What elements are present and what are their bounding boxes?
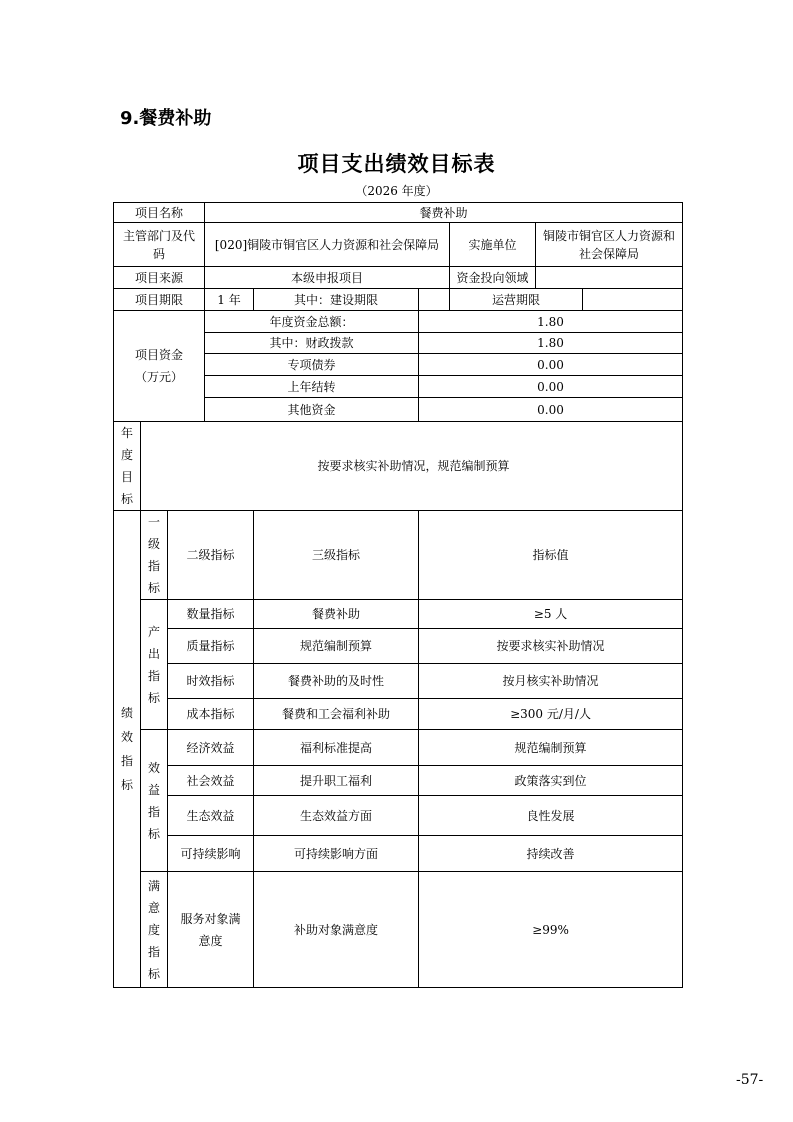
build-period-label: 其中：建设期限: [254, 289, 419, 311]
funds-item-label: 其他资金: [205, 398, 419, 422]
output-level2: 成本指标: [168, 699, 254, 730]
benefit-value: 规范编制预算: [419, 730, 683, 766]
header-value: 指标值: [419, 511, 683, 600]
output-level3: 餐费和工会福利补助: [254, 699, 419, 730]
output-value: ≥5 人: [419, 600, 683, 629]
benefit-level3: 可持续影响方面: [254, 836, 419, 872]
benefit-value: 持续改善: [419, 836, 683, 872]
page-number: -57-: [736, 1072, 764, 1088]
perf-indicator-label: 绩效指标: [114, 511, 141, 988]
annual-goal-row: [114, 422, 683, 511]
output-label: 产出指标: [141, 600, 168, 730]
output-row: [114, 664, 683, 699]
output-value: 按月核实补助情况: [419, 664, 683, 699]
op-period-label: 运营期限: [450, 289, 583, 311]
project-name-row: [114, 203, 683, 223]
satisfaction-level3: 补助对象满意度: [254, 872, 419, 988]
section-title: 9.餐费补助: [120, 108, 212, 129]
benefit-level3: 生态效益方面: [254, 796, 419, 836]
indicator-header-row: [114, 511, 683, 600]
dept-value: [020]铜陵市铜官区人力资源和社会保障局: [205, 223, 450, 267]
dept-row: [114, 223, 683, 267]
satisfaction-value: ≥99%: [419, 872, 683, 988]
impl-label: 实施单位: [450, 223, 536, 267]
benefit-row: [114, 836, 683, 872]
benefit-row: [114, 766, 683, 796]
output-level2: 数量指标: [168, 600, 254, 629]
funds-item-label: 其中：财政拨款: [205, 333, 419, 354]
direction-label: 资金投向领域: [450, 267, 536, 289]
funds-item-label: 专项债券: [205, 354, 419, 376]
benefit-level2: 可持续影响: [168, 836, 254, 872]
header-level3: 三级指标: [254, 511, 419, 600]
funds-item-value: 1.80: [419, 311, 683, 333]
output-row: [114, 629, 683, 664]
benefit-value: 良性发展: [419, 796, 683, 836]
period-label: 项目期限: [114, 289, 205, 311]
output-row: [114, 699, 683, 730]
funds-row: [114, 311, 683, 333]
benefit-value: 政策落实到位: [419, 766, 683, 796]
source-label: 项目来源: [114, 267, 205, 289]
direction-value: [536, 267, 683, 289]
header-level1: 一级指标: [141, 511, 168, 600]
annual-goal-text: 按要求核实补助情况，规范编制预算: [141, 422, 683, 511]
funds-item-label: 上年结转: [205, 376, 419, 398]
funds-item-value: 0.00: [419, 354, 683, 376]
year-subtitle: （2026 年度）: [355, 184, 438, 198]
impl-value: 铜陵市铜官区人力资源和社会保障局: [536, 223, 683, 267]
build-period-value: [419, 289, 450, 311]
output-row: [114, 600, 683, 629]
benefit-label: 效益指标: [141, 730, 168, 872]
benefit-level3: 福利标准提高: [254, 730, 419, 766]
project-name-value: 餐费补助: [205, 203, 683, 223]
funds-item-value: 0.00: [419, 398, 683, 422]
output-level3: 规范编制预算: [254, 629, 419, 664]
satisfaction-label: 满意度指标: [141, 872, 168, 988]
output-level2: 时效指标: [168, 664, 254, 699]
funds-label: 项目资金（万元）: [114, 311, 205, 422]
output-level2: 质量指标: [168, 629, 254, 664]
period-value: 1 年: [205, 289, 254, 311]
op-period-value: [583, 289, 683, 311]
benefit-row: [114, 796, 683, 836]
output-value: 按要求核实补助情况: [419, 629, 683, 664]
benefit-level2: 经济效益: [168, 730, 254, 766]
funds-item-value: 1.80: [419, 333, 683, 354]
header-level2: 二级指标: [168, 511, 254, 600]
output-level3: 餐费补助: [254, 600, 419, 629]
funds-item-label: 年度资金总额：: [205, 311, 419, 333]
benefit-level3: 提升职工福利: [254, 766, 419, 796]
satisfaction-level2: 服务对象满意度: [168, 872, 254, 988]
output-value: ≥300 元/月/人: [419, 699, 683, 730]
dept-label: 主管部门及代码: [114, 223, 205, 267]
benefit-row: [114, 730, 683, 766]
funds-item-value: 0.00: [419, 376, 683, 398]
benefit-level2: 生态效益: [168, 796, 254, 836]
output-level3: 餐费补助的及时性: [254, 664, 419, 699]
source-row: [114, 267, 683, 289]
period-row: [114, 289, 683, 311]
source-value: 本级申报项目: [205, 267, 450, 289]
page-title: 项目支出绩效目标表: [297, 152, 496, 176]
performance-target-table: [113, 202, 683, 988]
project-name-label: 项目名称: [114, 203, 205, 223]
benefit-level2: 社会效益: [168, 766, 254, 796]
annual-goal-label: 年度目标: [114, 422, 141, 511]
satisfaction-row: [114, 872, 683, 988]
